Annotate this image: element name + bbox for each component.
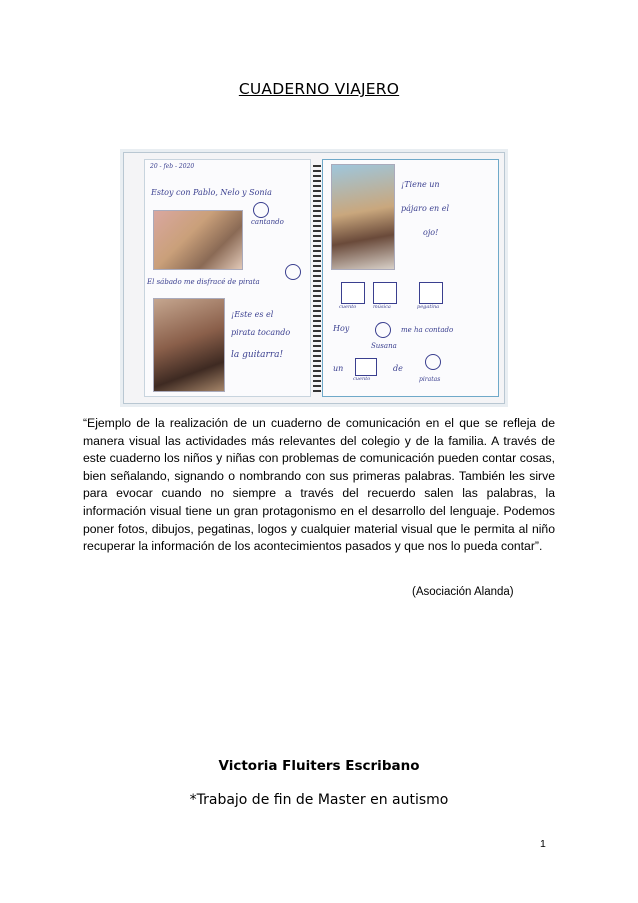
handwritten-text: cantando <box>251 218 284 226</box>
handwritten-text: El sábado me disfracé de pirata <box>147 278 260 286</box>
author-name: Victoria Fluiters Escribano <box>218 758 420 774</box>
handwritten-text: Hoy <box>333 324 350 333</box>
handwritten-text: pirata tocando <box>231 328 291 337</box>
caption-credit: (Asociación Alanda) <box>412 586 514 598</box>
notebook-right-page <box>322 159 499 397</box>
handwritten-text: pájaro en el <box>401 204 450 213</box>
music-pictogram-icon <box>373 282 397 304</box>
handwritten-text: Susana <box>371 342 397 350</box>
book-pictogram-icon <box>355 358 377 376</box>
handwritten-text: ¡Este es el <box>231 310 274 319</box>
handwritten-text: un <box>333 364 344 373</box>
notebook-spiral <box>313 165 321 393</box>
handwritten-text: ¡Tiene un <box>401 180 440 189</box>
pirate-guitar-photo <box>153 298 225 392</box>
pirate-drawing-icon <box>285 264 301 280</box>
pictogram-label: piratas <box>419 376 441 383</box>
pictogram-label: cuento <box>353 376 371 382</box>
handwritten-text: ojo! <box>423 228 439 237</box>
handwritten-text: Estoy con Pablo, Nelo y Sonia <box>151 188 272 197</box>
notebook-photo <box>123 152 505 404</box>
document-title: CUADERNO VIAJERO <box>238 80 400 98</box>
thesis-note: *Trabajo de fin de Master en autismo <box>189 792 449 808</box>
book-pictogram-icon <box>341 282 365 304</box>
handwritten-date: 20 - feb - 2020 <box>150 163 195 170</box>
handwritten-text: me ha contado <box>401 326 454 334</box>
sticker-pictogram-icon <box>419 282 443 304</box>
notebook-left-page <box>144 159 311 397</box>
pictogram-label: música <box>373 304 391 310</box>
children-photo <box>153 210 243 270</box>
drawn-face-icon <box>253 202 269 218</box>
pictogram-label: cuento <box>339 304 357 310</box>
page-number: 1 <box>540 838 546 850</box>
handwritten-text: de <box>393 364 403 373</box>
drawn-face-icon <box>375 322 391 338</box>
pirate-photo <box>331 164 395 270</box>
photo-caption: “Ejemplo de la realización de un cuaderno de comunicación en el que se refleja de manera visual las actividades más relevantes del colegio y de la familia. A través de este cuaderno los niños y niñas con problemas de comunicación pueden contar cosas, bien señalando, signando o nombrando con sus primeras palabras. También les sirve para evocar cuando no siempre a través del recuerdo salen las palabras, la información visual tiene un gran protagonismo en el desarrollo del lenguaje. Podemos poner fotos, dibujos, pegatinas, logos y cualquier material visual que le permita al niño recuperar la información de los acontecimientos pasados y que nos lo pueda contar”. <box>83 416 555 554</box>
handwritten-text: la guitarra! <box>231 350 284 360</box>
pirate-drawing-icon <box>425 354 441 370</box>
pictogram-label: pegatina <box>417 304 440 310</box>
